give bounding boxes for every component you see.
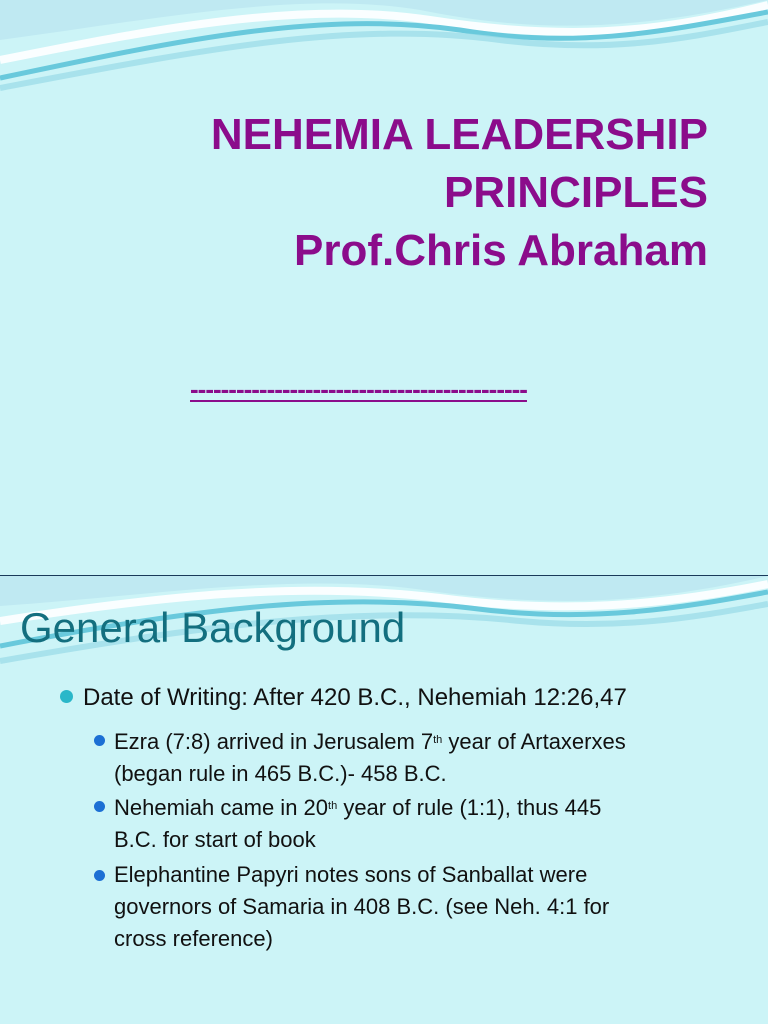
- bullet-icon: [94, 735, 105, 746]
- bullet-icon: [94, 801, 105, 812]
- title-line-2: PRINCIPLES: [443, 168, 708, 217]
- superscript: th: [328, 800, 338, 812]
- bullet-icon: [94, 870, 105, 881]
- sub-bullet-text: cross reference): [114, 926, 273, 951]
- slide-title: [68, 106, 708, 280]
- sub-bullet-text: Elephantine Papyri notes sons of Sanballat were: [114, 862, 588, 887]
- wave-decoration: [0, 0, 768, 100]
- bullet-icon: [60, 690, 73, 703]
- sub-bullet-elephantine: [96, 859, 736, 955]
- sub-bullet-text: B.C. for start of book: [114, 827, 316, 852]
- sub-bullet-text: year of Artaxerxes: [442, 729, 626, 754]
- sub-bullet-text: (began rule in 465 B.C.)- 458 B.C.: [114, 761, 447, 786]
- sub-bullet-text: Ezra (7:8) arrived in Jerusalem 7: [114, 729, 434, 754]
- sub-bullet-text: Nehemiah came in 20: [114, 795, 329, 820]
- title-line-1: NEHEMIA LEADERSHIP: [210, 110, 708, 159]
- dash-line: --------------------------------------------: [190, 374, 527, 404]
- bullet-text: Date of Writing: After 420 B.C., Nehemiah 12:26,47: [83, 684, 627, 711]
- sub-bullet-text: year of rule (1:1), thus 445: [337, 795, 602, 820]
- author-name: Prof.Chris Abraham: [293, 226, 708, 275]
- superscript: th: [433, 734, 443, 746]
- bullet-date-of-writing: [60, 684, 627, 712]
- sub-bullet-text: governors of Samaria in 408 B.C. (see Neh. 4:1 for: [114, 894, 610, 919]
- section-title: General Background: [20, 604, 406, 651]
- sub-bullet-nehemiah: [96, 790, 736, 856]
- sub-bullet-ezra: [96, 724, 736, 790]
